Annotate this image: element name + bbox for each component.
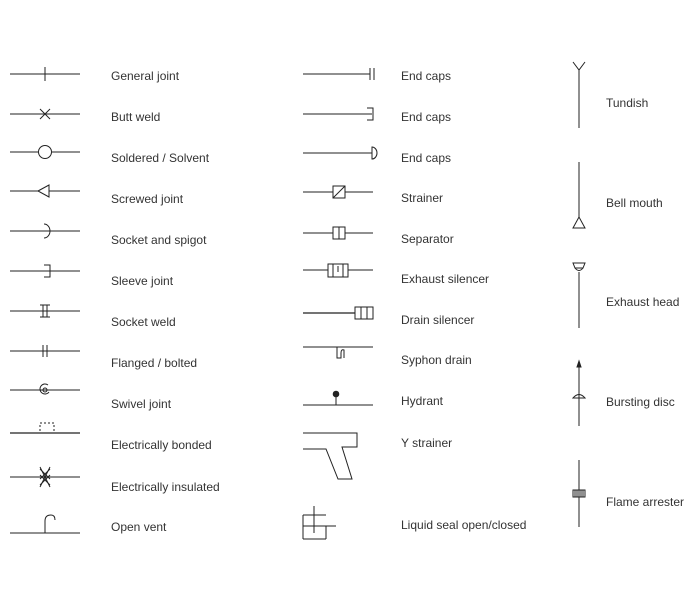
electrically-bonded-icon <box>10 423 80 433</box>
drain-silencer-icon <box>303 307 373 319</box>
label-tundish: Tundish <box>606 96 649 110</box>
label-butt-weld: Butt weld <box>111 110 161 124</box>
label-syphon-drain: Syphon drain <box>401 353 472 367</box>
label-exhaust-silencer: Exhaust silencer <box>401 272 490 286</box>
label-electrically-insulated: Electrically insulated <box>111 480 220 494</box>
label-open-vent: Open vent <box>111 520 167 534</box>
syphon-drain-icon <box>303 347 373 358</box>
label-socket-and-spigot: Socket and spigot <box>111 233 207 247</box>
label-liquid-seal: Liquid seal open/closed <box>401 518 527 532</box>
tundish-icon <box>573 62 585 128</box>
label-exhaust-head: Exhaust head <box>606 295 680 309</box>
exhaust-head-icon <box>573 263 585 328</box>
label-strainer: Strainer <box>401 191 444 205</box>
label-end-caps-3: End caps <box>401 151 452 165</box>
separator-icon <box>303 227 373 239</box>
exhaust-silencer-icon <box>303 264 373 277</box>
bell-mouth-icon <box>573 162 585 228</box>
electrically-insulated-icon <box>10 467 80 487</box>
label-end-caps-2: End caps <box>401 110 452 124</box>
y-strainer-icon <box>303 433 357 479</box>
hydrant-icon <box>303 391 373 405</box>
open-vent-icon <box>10 515 80 533</box>
label-socket-weld: Socket weld <box>111 315 176 329</box>
strainer-icon <box>303 186 373 198</box>
label-electrically-bonded: Electrically bonded <box>111 438 212 452</box>
flame-arrester-icon <box>573 460 585 527</box>
soldered-solvent-icon <box>10 146 80 159</box>
end-cap-square-icon <box>303 108 373 120</box>
label-flame-arrester: Flame arrester <box>606 495 685 509</box>
sleeve-joint-icon <box>10 265 80 277</box>
label-drain-silencer: Drain silencer <box>401 313 475 327</box>
end-cap-round-icon <box>303 147 377 159</box>
bursting-disc-icon <box>573 361 585 426</box>
flanged-bolted-icon <box>10 345 80 357</box>
label-flanged-bolted: Flanged / bolted <box>111 356 198 370</box>
label-swivel-joint: Swivel joint <box>111 397 172 411</box>
label-y-strainer: Y strainer <box>401 436 453 450</box>
general-joint-icon <box>10 67 80 81</box>
socket-and-spigot-icon <box>10 224 80 238</box>
liquid-seal-icon <box>303 506 336 539</box>
swivel-joint-icon <box>10 384 80 394</box>
label-sleeve-joint: Sleeve joint <box>111 274 174 288</box>
label-separator: Separator <box>401 232 454 246</box>
label-end-caps-1: End caps <box>401 69 452 83</box>
label-general-joint: General joint <box>111 69 180 83</box>
label-hydrant: Hydrant <box>401 394 444 408</box>
end-cap-flat-icon <box>303 68 374 80</box>
butt-weld-icon <box>10 109 80 119</box>
screwed-joint-icon <box>10 185 80 197</box>
label-screwed-joint: Screwed joint <box>111 192 184 206</box>
label-soldered-solvent: Soldered / Solvent <box>111 151 210 165</box>
label-bursting-disc: Bursting disc <box>606 395 675 409</box>
label-bell-mouth: Bell mouth <box>606 196 663 210</box>
socket-weld-icon <box>10 305 80 317</box>
